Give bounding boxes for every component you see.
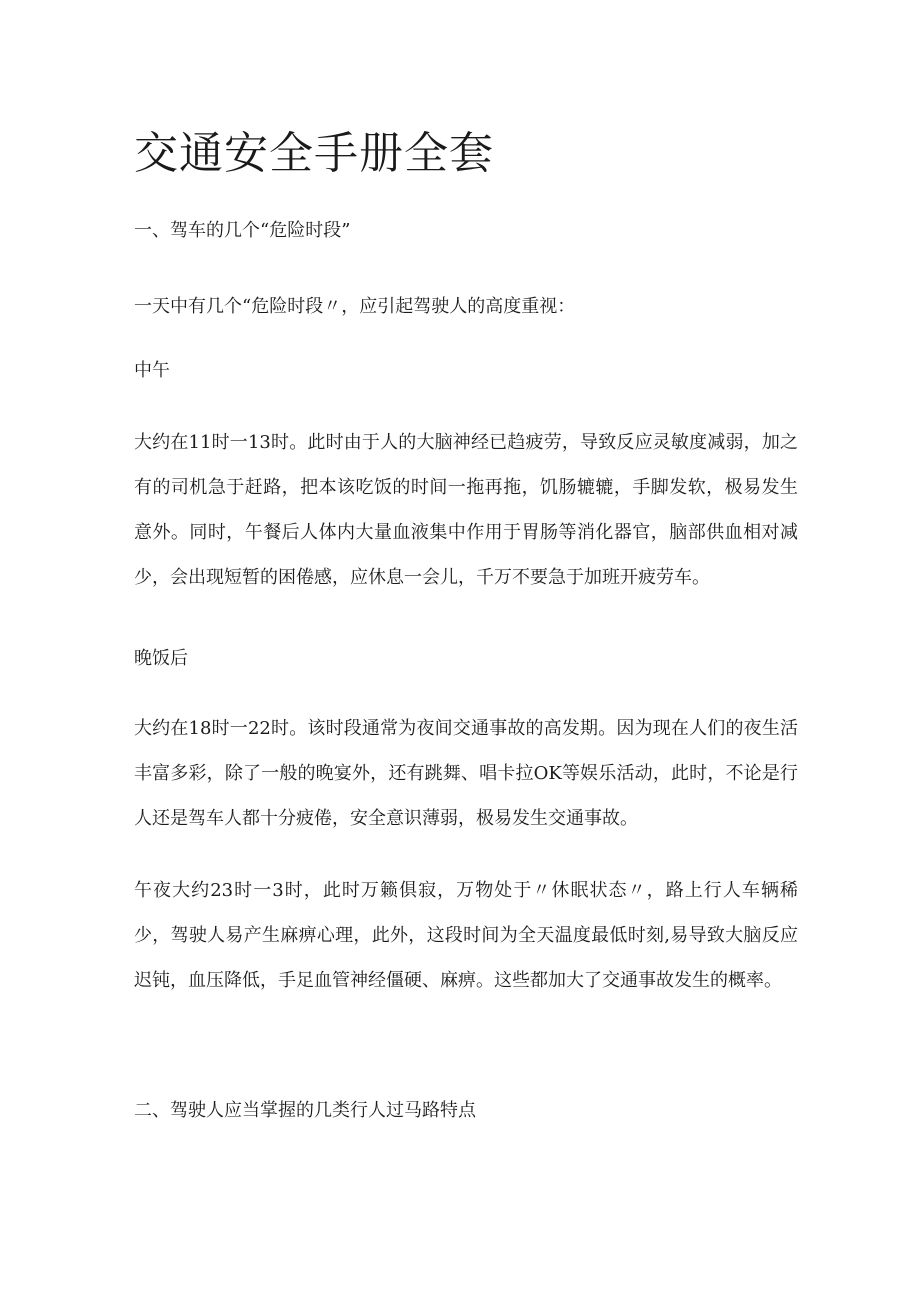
evening-label: 晚饭后 — [134, 648, 188, 669]
section-2-heading: 二、驾驶人应当掌握的几类行人过马路特点 — [134, 1100, 476, 1121]
document-title: 交通安全手册全套 — [134, 128, 494, 179]
midnight-paragraph: 午夜大约23时一3时，此时万籁俱寂，万物处于〃休眠状态〃，路上行人车辆稀少，驾驶人易产生麻痹心理，此外，这段时间为全天温度最低时刻,易导致大脑反应迟钝，血压降低，手足血管神经僵硬、麻痹。这些都加大了交通事故发生的概率。 — [134, 880, 798, 991]
noon-label: 中午 — [134, 360, 170, 381]
section-1-heading: 一、驾车的几个“危险时段” — [134, 220, 351, 241]
intro-paragraph: 一天中有几个“危险时段〃，应引起驾驶人的高度重视： — [134, 296, 576, 317]
noon-paragraph: 大约在11时一13时。此时由于人的大脑神经已趋疲劳，导致反应灵敏度减弱，加之有的司机急于赶路，把本该吃饭的时间一拖再拖，饥肠辘辘，手脚发软，极易发生意外。同时，午餐后人体内大量血液集中作用于胃肠等消化器官，脑部供血相对减少，会出现短暂的困倦感，应休息一会儿，千万不要急于加班开疲劳车。 — [134, 432, 798, 588]
evening-paragraph: 大约在18时一22时。该时段通常为夜间交通事故的高发期。因为现在人们的夜生活丰富多彩，除了一般的晚宴外，还有跳舞、唱卡拉OK等娱乐活动，此时，不论是行人还是驾车人都十分疲倦，安全意识薄弱，极易发生交通事故。 — [134, 718, 798, 829]
